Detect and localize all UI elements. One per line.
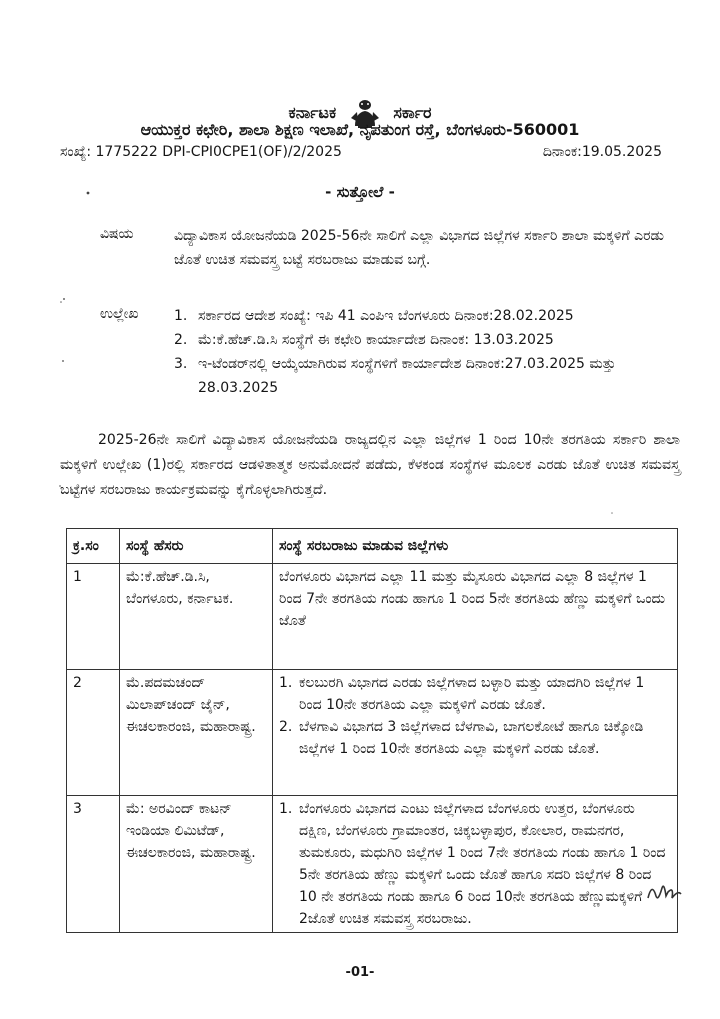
cell-districts	[273, 564, 678, 670]
district-item-text: ಬೆಂಗಳೂರು ವಿಭಾಗದ ಎಲ್ಲಾ 11 ಮತ್ತು ಮೈಸೂರು ವಿಭಾಗದ ಎಲ್ಲಾ 8 ಜಿಲ್ಲೆಗಳ 1 ರಿಂದ 7ನೇ ತರಗತಿಯ ಗಂಡು ಹಾಗೂ 1 ರಿಂದ 5ನೇ ತರಗತಿಯ ಹೆಣ್ಣು ಮಕ್ಕಳಿಗೆ ಒಂದು ಜೊತೆ	[279, 569, 666, 629]
reference-item-text: ಇ-ಟೆಂಡರ್‌ನಲ್ಲಿ ಆಯ್ಕೆಯಾಗಿರುವ ಸಂಸ್ಥೆಗಳಿಗೆ ಕಾರ್ಯಾದೇಶ ದಿನಾಂಕ:27.03.2025 ಮತ್ತು 28.03.2025	[198, 356, 616, 396]
body-paragraph	[60, 428, 680, 503]
subject-label: ವಿಷಯ	[100, 226, 134, 242]
header-institution: ಸಂಸ್ಥೆ ಹೆಸರು	[120, 529, 273, 564]
cell-serial: 2	[67, 670, 120, 796]
circular-title: - ಸುತ್ತೋಲೆ -	[325, 183, 395, 201]
header-serial: ಕ್ರ.ಸಂ	[67, 529, 120, 564]
reference-item-text: ಮೆ:ಕೆ.ಹೆಚ್.ಡಿ.ಸಿ ಸಂಸ್ಥೆಗೆ ಈ ಕಛೇರಿ ಕಾರ್ಯಾದೇಶ ದಿನಾಂಕ: 13.03.2025	[198, 332, 554, 348]
header-districts: ಸಂಸ್ಥೆ ಸರಬರಾಜು ಮಾಡುವ ಜಿಲ್ಲೆಗಳು	[273, 529, 678, 564]
body-paragraph-text: 2025-26ನೇ ಸಾಲಿಗೆ ವಿದ್ಯಾವಿಕಾಸ ಯೋಜನೆಯಡಿ ರಾಜ್ಯದಲ್ಲಿನ ಎಲ್ಲಾ ಜಿಲ್ಲೆಗಳ 1 ರಿಂದ 10ನೇ ತರಗತಿಯ ಸರ್ಕಾರಿ ಶಾಲಾ ಮಕ್ಕಳಿಗೆ ಉಲ್ಲೇಖ (1)ರಲ್ಲಿ ಸರ್ಕಾರದ ಆಡಳಿತಾತ್ಮಕ ಅನುಮೋದನೆ ಪಡೆದು, ಕೆಳಕಂಡ ಸಂಸ್ಥೆಗಳ ಮೂಲಕ ಎರಡು ಜೊತೆ ಉಚಿತ ಸಮವಸ್ತ್ರ ಬಟ್ಟೆಗಳ ಸರಬರಾಜು ಕಾರ್ಯಕ್ರಮವನ್ನು ಕೈಗೊಳ್ಳಲಾಗಿರುತ್ತದೆ.	[60, 432, 680, 498]
office-address: ಆಯುಕ್ತರ ಕಛೇರಿ, ಶಾಲಾ ಶಿಕ್ಷಣ ಇಲಾಖೆ, ನೃಪತುಂಗ ರಸ್ತೆ, ಬೆಂಗಳೂರು-560001	[140, 120, 580, 139]
district-item-number: 1.	[279, 675, 293, 691]
district-item-text: ಬೆಳಗಾವಿ ವಿಭಾಗದ 3 ಜಿಲ್ಲೆಗಳಾದ ಬೆಳಗಾವಿ, ಬಾಗಲಕೋಟೆ ಹಾಗೂ ಚಿಕ್ಕೋಡಿ ಜಿಲ್ಲೆಗಳ 1 ರಿಂದ 10ನೇ ತರಗತಿಯ ಎಲ್ಲಾ ಮಕ್ಕಳಿಗೆ ಎರಡು ಜೊತೆ.	[299, 719, 644, 757]
district-item-number: 1.	[279, 801, 293, 817]
subject-text: ವಿದ್ಯಾವಿಕಾಸ ಯೋಜನೆಯಡಿ 2025-56ನೇ ಸಾಲಿಗೆ ಎಲ್ಲಾ ವಿಭಾಗದ ಜಿಲ್ಲೆಗಳ ಸರ್ಕಾರಿ ಶಾಲಾ ಮಕ್ಕಳಿಗೆ ಎರಡು ಜೊತೆ ಉಚಿತ ಸಮವಸ್ತ್ರ ಬಟ್ಟೆ ಸರಬರಾಜು ಮಾಡುವ ಬಗ್ಗೆ.	[174, 228, 664, 268]
cell-serial: 3	[67, 796, 120, 933]
document-date: ದಿನಾಂಕ:19.05.2025	[542, 144, 662, 160]
supplier-table	[66, 528, 678, 933]
reference-item-number: 2.	[174, 332, 188, 348]
reference-item	[174, 352, 674, 400]
cell-districts	[273, 796, 678, 933]
reference-item-text: ಸರ್ಕಾರದ ಆದೇಶ ಸಂಖ್ಯೆ: ಇಪಿ 41 ಎಂಪಿಇ ಬೆಂಗಳೂರು ದಿನಾಂಕ:28.02.2025	[198, 308, 574, 324]
references-label: ಉಲ್ಲೇಖ	[100, 306, 139, 322]
reference-item	[174, 328, 674, 352]
cell-institution: ಮೆ: ಅರವಿಂದ್ ಕಾಟನ್ ಇಂಡಿಯಾ ಲಿಮಿಟೆಡ್, ಈಚಲಕಾರಂಜಿ, ಮಹಾರಾಷ್ಟ್ರ.	[120, 796, 273, 933]
table-row	[67, 796, 678, 933]
district-item	[279, 798, 671, 930]
initials-signature	[644, 878, 684, 910]
table-header-row	[67, 529, 678, 564]
district-item	[279, 716, 671, 760]
district-item-text: ಬೆಂಗಳೂರು ವಿಭಾಗದ ಎಂಟು ಜಿಲ್ಲೆಗಳಾದ ಬೆಂಗಳೂರು ಉತ್ತರ, ಬೆಂಗಳೂರು ದಕ್ಷಿಣ, ಬೆಂಗಳೂರು ಗ್ರಾಮಾಂತರ, ಚಿಕ್ಕಬಳ್ಳಾಪುರ, ಕೋಲಾರ, ರಾಮನಗರ, ತುಮಕೂರು, ಮಧುಗಿರಿ ಜಿಲ್ಲೆಗಳ 1 ರಿಂದ 7ನೇ ತರಗತಿಯ ಗಂಡು ಹಾಗೂ 1 ರಿಂದ 5ನೇ ತರಗತಿಯ ಹೆಣ್ಣು ಮಕ್ಕಳಿಗೆ ಒಂದು ಜೊತೆ ಹಾಗೂ ಸದರಿ ಜಿಲ್ಲೆಗಳ 8 ರಿಂದ 10 ನೇ ತರಗತಿಯ ಗಂಡು ಹಾಗೂ 6 ರಿಂದ 10ನೇ ತರಗತಿಯ ಹೆಣ್ಣುಮಕ್ಕಳಿಗೆ 2ಜೊತೆ ಉಚಿತ ಸಮವಸ್ತ್ರ ಸರಬರಾಜು.	[299, 801, 666, 927]
cell-institution: ಮೆ.ಪದಮಚಂದ್ ಮಿಲಾಪ್‌ಚಂದ್ ಜೈನ್, ಈಚಲಕಾರಂಜಿ, ಮಹಾರಾಷ್ಟ್ರ.	[120, 670, 273, 796]
gov-right-text: ಸರ್ಕಾರ	[393, 103, 432, 122]
cell-serial: 1	[67, 564, 120, 670]
reference-number: ಸಂಖ್ಯೆ: 1775222 DPI-CPI0CPE1(OF)/2/2025	[60, 144, 342, 160]
table-row	[67, 670, 678, 796]
reference-item	[174, 304, 674, 328]
reference-item-number: 1.	[174, 308, 188, 324]
cell-institution: ಮೆ:ಕೆ.ಹೆಚ್.ಡಿ.ಸಿ, ಬೆಂಗಳೂರು, ಕರ್ನಾಟಕ.	[120, 564, 273, 670]
reference-item-number: 3.	[174, 356, 188, 372]
district-item-text: ಕಲಬುರಗಿ ವಿಭಾಗದ ಎರಡು ಜಿಲ್ಲೆಗಳಾದ ಬಳ್ಳಾರಿ ಮತ್ತು ಯಾದಗಿರಿ ಜಿಲ್ಲೆಗಳ 1 ರಿಂದ 10ನೇ ತರಗತಿಯ ಎಲ್ಲಾ ಮಕ್ಕಳಿಗೆ ಎರಡು ಜೊತೆ.	[299, 675, 645, 713]
gov-left-text: ಕರ್ನಾಟಕ	[288, 103, 337, 122]
cell-districts	[273, 670, 678, 796]
page-number: -01-	[345, 965, 375, 980]
table-row	[67, 564, 678, 670]
district-item-number: 2.	[279, 719, 293, 735]
references-list	[174, 304, 674, 400]
district-item	[279, 672, 671, 716]
